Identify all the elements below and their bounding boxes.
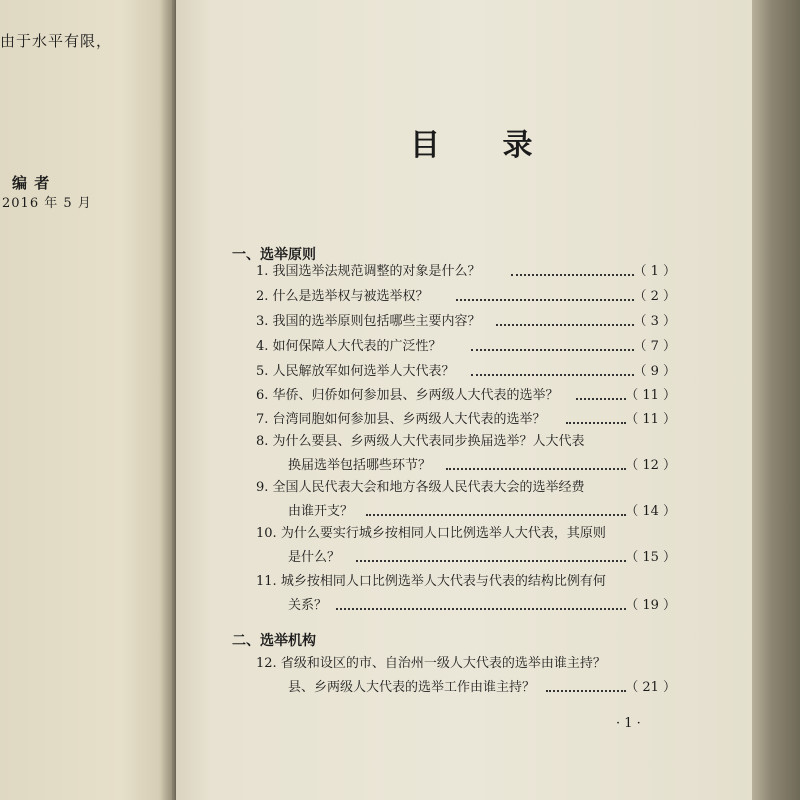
entry-title-continued: 换届选举包括哪些环节？: [288, 458, 432, 473]
dot-leader: [496, 324, 634, 326]
entry-title: 台湾同胞如何参加县、乡两级人大代表的选举？: [272, 412, 546, 427]
page-title: 目 录: [410, 128, 559, 163]
entry-number: 5.: [256, 364, 269, 379]
entry-number: 6.: [256, 388, 269, 403]
entry-number: 3.: [256, 314, 269, 329]
entry-title: 城乡按相同人口比例选举人大代表与代表的结构比例有何: [280, 574, 606, 589]
entry-number: 12.: [256, 656, 277, 671]
entry-title: 什么是选举权与被选举权？: [272, 289, 429, 304]
toc-entry: [256, 260, 676, 284]
entry-title: 我国选举法规范调整的对象是什么？: [272, 264, 481, 279]
entry-title: 全国人民代表大会和地方各级人民代表大会的选举经费: [272, 480, 585, 495]
entry-title: 如何保障人大代表的广泛性？: [272, 339, 442, 354]
entry-title: 我国的选举原则包括哪些主要内容？: [272, 314, 481, 329]
toc-entry: [256, 360, 676, 384]
dot-leader: [336, 608, 626, 610]
left-page-date: 2016 年 5 月: [2, 196, 92, 211]
entry-number: 1.: [256, 264, 269, 279]
toc-entry: [256, 408, 676, 432]
toc-entry: [256, 476, 676, 524]
entry-page: （ 2 ）: [633, 289, 676, 304]
entry-title-continued: 由谁开支？: [288, 504, 354, 519]
left-page-editor: 编 者: [12, 174, 51, 192]
entry-number: 9.: [256, 480, 269, 495]
dot-leader: [446, 468, 626, 470]
entry-title-continued: 是什么？: [288, 550, 341, 565]
entry-page: （ 7 ）: [633, 339, 676, 354]
entry-title: 华侨、归侨如何参加县、乡两级人大代表的选举？: [272, 388, 559, 403]
toc-entry: [256, 652, 676, 700]
entry-number: 7.: [256, 412, 269, 427]
entry-title: 人民解放军如何选举人大代表？: [272, 364, 455, 379]
entry-page: （ 3 ）: [633, 314, 676, 329]
toc-entry: [256, 285, 676, 309]
toc-entry: [256, 430, 676, 478]
entry-page: （ 14 ）: [625, 504, 676, 519]
dot-leader: [566, 422, 626, 424]
entry-page: （ 19 ）: [625, 598, 676, 613]
section-heading: 二、选举机构: [232, 633, 316, 649]
entry-title-continued: 关系？: [288, 598, 328, 613]
entry-title: 省级和设区的市、自治州一级人大代表的选举由谁主持？: [280, 656, 606, 671]
dot-leader: [471, 374, 634, 376]
entry-title-continued: 县、乡两级人大代表的选举工作由谁主持？: [288, 680, 536, 695]
entry-number: 2.: [256, 289, 269, 304]
entry-page: （ 12 ）: [625, 458, 676, 473]
dot-leader: [456, 299, 634, 301]
toc-entry: [256, 310, 676, 334]
dot-leader: [366, 514, 626, 516]
entry-page: （ 1 ）: [633, 264, 676, 279]
page-edge-shadow: [752, 0, 800, 800]
entry-title: 为什么要县、乡两级人大代表同步换届选举？人大代表: [272, 434, 585, 449]
entry-page: （ 21 ）: [625, 680, 676, 695]
dot-leader: [471, 349, 634, 351]
entry-page: （ 9 ）: [633, 364, 676, 379]
toc-entry: [256, 384, 676, 408]
dot-leader: [576, 398, 626, 400]
entry-page: （ 15 ）: [625, 550, 676, 565]
dot-leader: [546, 690, 626, 692]
dot-leader: [356, 560, 626, 562]
entry-number: 10.: [256, 526, 277, 541]
page-number: · 1 ·: [616, 716, 641, 731]
toc-entry: [256, 522, 676, 570]
toc-entry: [256, 570, 676, 618]
dot-leader: [511, 274, 634, 276]
left-page: [0, 0, 172, 800]
toc-entry: [256, 335, 676, 359]
section-heading: 一、选举原则: [232, 247, 316, 263]
entry-number: 4.: [256, 339, 269, 354]
entry-page: （ 11 ）: [625, 412, 676, 427]
entry-title: 为什么要实行城乡按相同人口比例选举人大代表，其原则: [280, 526, 606, 541]
entry-number: 11.: [256, 574, 277, 589]
entry-page: （ 11 ）: [625, 388, 676, 403]
entry-number: 8.: [256, 434, 269, 449]
left-page-text: 由于水平有限，: [0, 32, 113, 50]
